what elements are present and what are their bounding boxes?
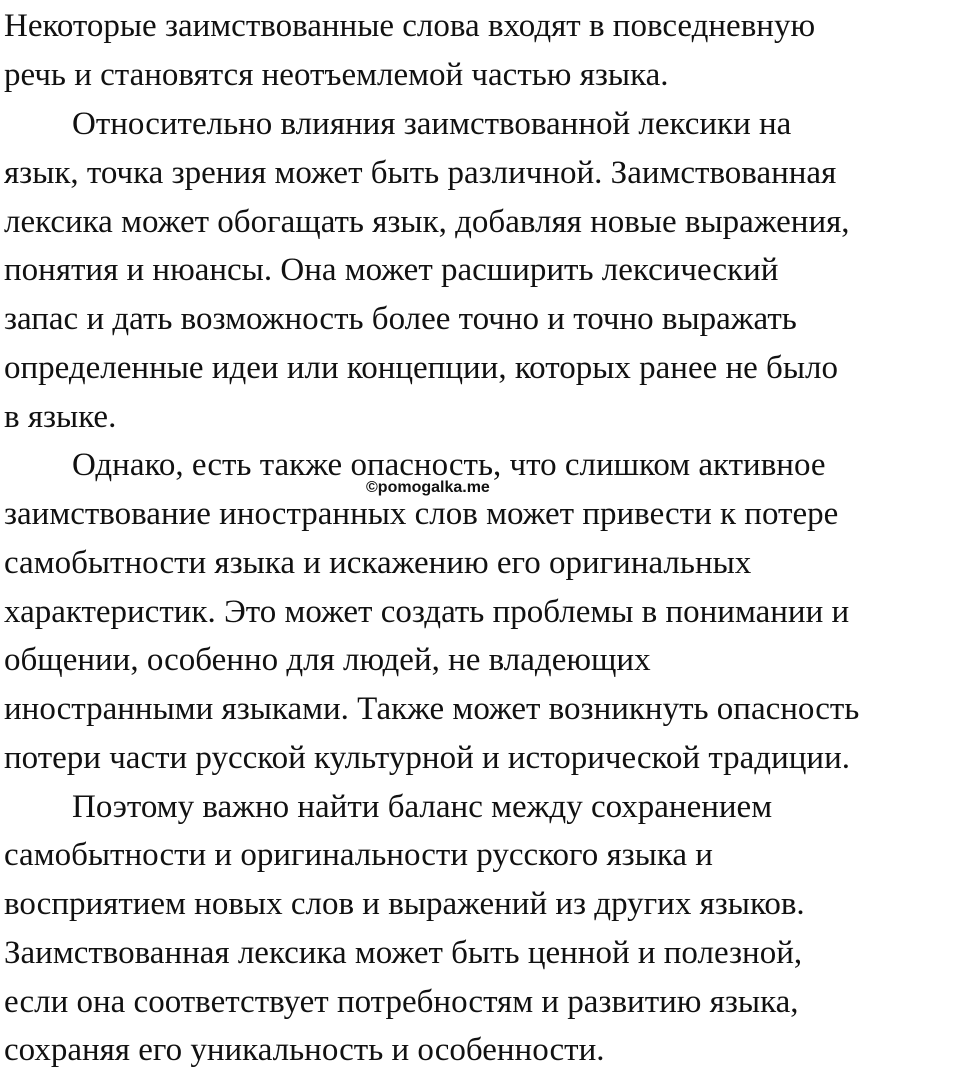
text-line: лексика может обогащать язык, добавляя новые выражения, — [4, 204, 850, 240]
paragraph-first-line: Относительно влияния заимствованной лексики на — [72, 106, 792, 142]
watermark-text: ©pomogalka.me — [366, 479, 490, 496]
text-line: характеристик. Это может создать проблемы в понимании и — [4, 594, 850, 630]
text-line: иностранными языками. Также может возникнуть опасность — [4, 691, 860, 727]
text-line: сохраняя его уникальность и особенности. — [4, 1032, 605, 1068]
text-line: самобытности и оригинальности русского языка и — [4, 837, 713, 873]
text-line: язык, точка зрения может быть различной. Заимствованная — [4, 155, 837, 191]
text-line: восприятием новых слов и выражений из других языков. — [4, 886, 805, 922]
text-line: в языке. — [4, 399, 117, 435]
text-line: общении, особенно для людей, не владеющих — [4, 642, 651, 678]
paragraph-first-line: Однако, есть также опасность, что слишком активное — [72, 447, 826, 483]
text-line: определенные идеи или концепции, которых ранее не было — [4, 350, 838, 386]
text-line: потери части русской культурной и исторической традиции. — [4, 740, 850, 776]
text-line: заимствование иностранных слов может привести к потере — [4, 496, 839, 532]
text-line: если она соответствует потребностям и развитию языка, — [4, 984, 799, 1020]
text-line: запас и дать возможность более точно и точно выражать — [4, 301, 797, 337]
paragraph-first-line: Поэтому важно найти баланс между сохранением — [72, 789, 773, 825]
text-line: речь и становятся неотъемлемой частью языка. — [4, 57, 669, 93]
text-line: Заимствованная лексика может быть ценной и полезной, — [4, 935, 803, 971]
text-line: Некоторые заимствованные слова входят в повседневную — [4, 8, 816, 44]
text-line: понятия и нюансы. Она может расширить лексический — [4, 252, 779, 288]
text-line: самобытности языка и искажению его оригинальных — [4, 545, 752, 581]
